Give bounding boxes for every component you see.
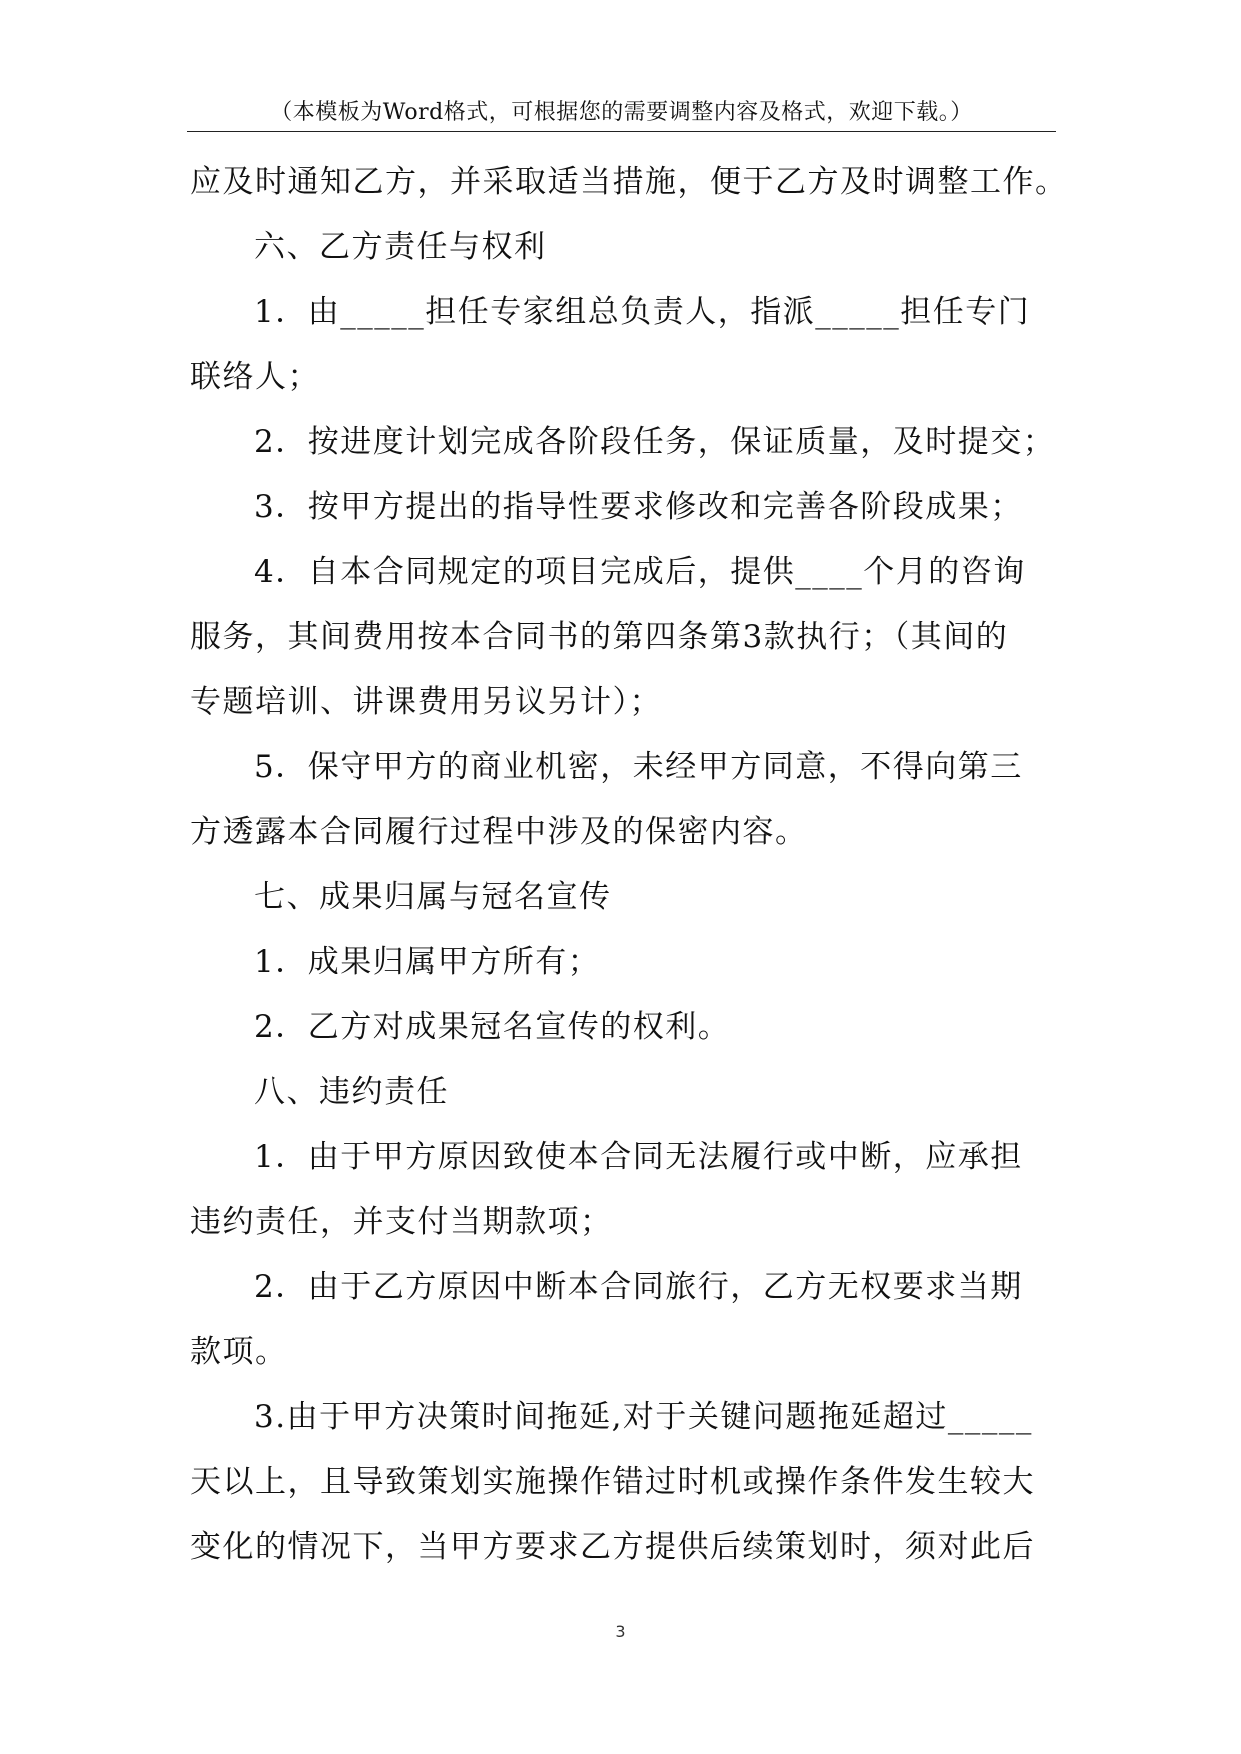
paragraph-line: 方透露本合同履行过程中涉及的保密内容。 bbox=[190, 814, 808, 850]
section-heading-7: 七、成果归属与冠名宣传 bbox=[254, 879, 612, 915]
paragraph-line: 联络人； bbox=[190, 359, 320, 395]
page-number: 3 bbox=[615, 1622, 626, 1641]
section-heading-6: 六、乙方责任与权利 bbox=[254, 229, 547, 265]
paragraph-line: 1．成果归属甲方所有； bbox=[254, 944, 601, 980]
header-note: （本模板为Word格式，可根据您的需要调整内容及格式，欢迎下载。） bbox=[270, 100, 973, 125]
paragraph-line: 服务，其间费用按本合同书的第四条第3款执行；（其间的 bbox=[190, 619, 1009, 655]
paragraph-line: 4．自本合同规定的项目完成后，提供____个月的咨询 bbox=[254, 554, 1026, 590]
paragraph-line: 专题培训、讲课费用另议另计）； bbox=[190, 684, 662, 720]
section-heading-8: 八、违约责任 bbox=[254, 1074, 449, 1110]
paragraph-line: 款项。 bbox=[190, 1334, 288, 1370]
paragraph-line: 3.由于甲方决策时间拖延,对于关键问题拖延超过_____ bbox=[254, 1399, 1033, 1435]
paragraph-line: 应及时通知乙方，并采取适当措施，便于乙方及时调整工作。 bbox=[190, 164, 1068, 200]
paragraph-line: 变化的情况下，当甲方要求乙方提供后续策划时，须对此后 bbox=[190, 1529, 1035, 1565]
paragraph-line: 1．由_____担任专家组总负责人，指派_____担任专门 bbox=[254, 294, 1031, 330]
paragraph-line: 违约责任，并支付当期款项； bbox=[190, 1204, 613, 1240]
paragraph-line: 5．保守甲方的商业机密，未经甲方同意，不得向第三 bbox=[254, 749, 1023, 785]
paragraph-line: 3．按甲方提出的指导性要求修改和完善各阶段成果； bbox=[254, 489, 1023, 525]
paragraph-line: 2．乙方对成果冠名宣传的权利。 bbox=[254, 1009, 731, 1045]
paragraph-line: 天以上，且导致策划实施操作错过时机或操作条件发生较大 bbox=[190, 1464, 1035, 1500]
paragraph-line: 2．按进度计划完成各阶段任务，保证质量，及时提交； bbox=[254, 424, 1056, 460]
paragraph-line: 1．由于甲方原因致使本合同无法履行或中断，应承担 bbox=[254, 1139, 1023, 1175]
paragraph-line: 2．由于乙方原因中断本合同旅行，乙方无权要求当期 bbox=[254, 1269, 1023, 1305]
page-header bbox=[187, 95, 1056, 132]
document-body bbox=[190, 150, 1068, 1580]
